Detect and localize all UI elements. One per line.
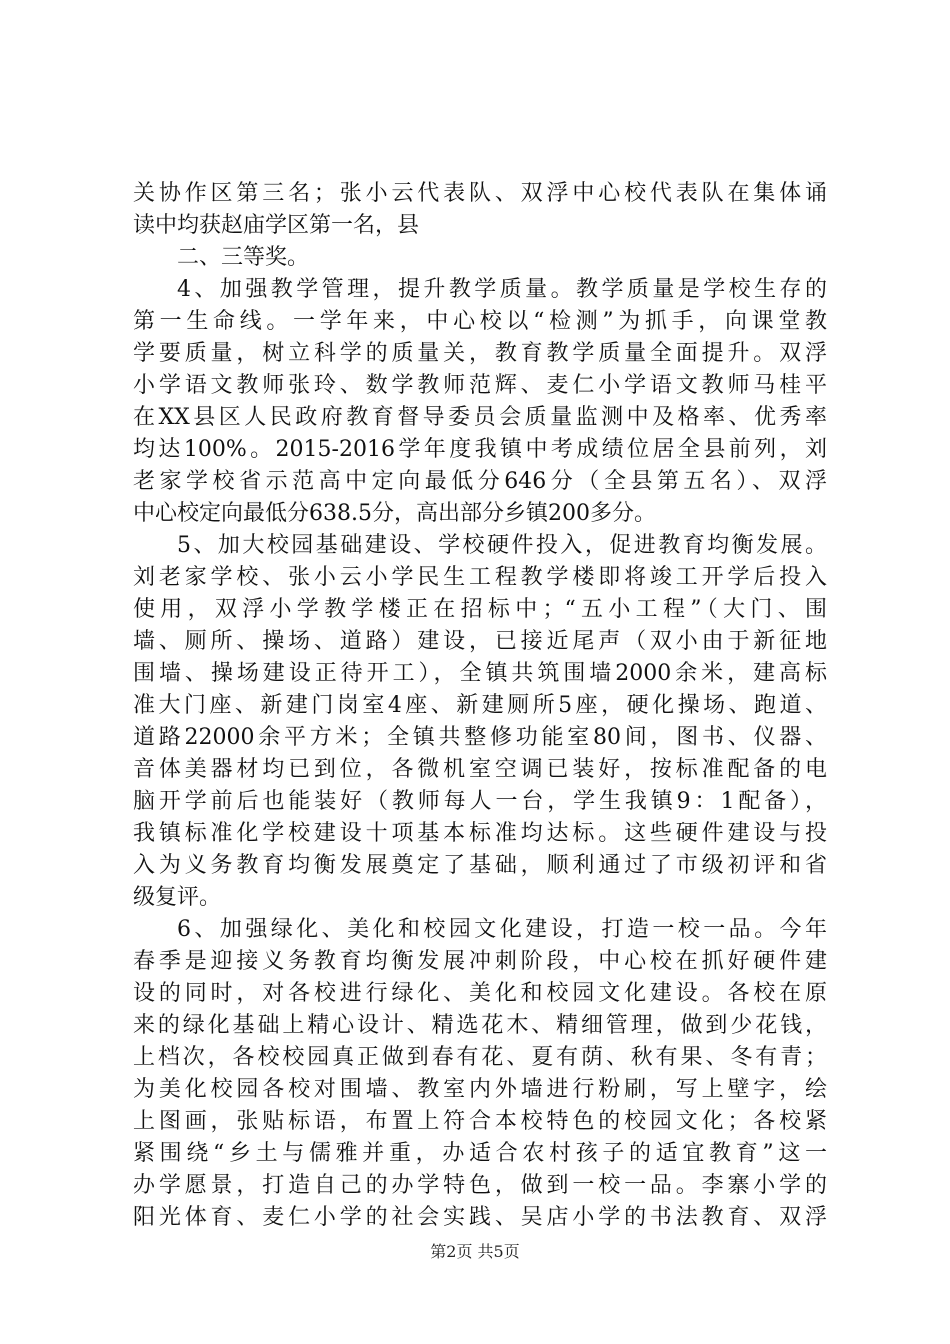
text-line: 我镇标准化学校建设十项基本标准均达标。这些硬件建设与投 [133,821,827,846]
text-line: 级复评。 [133,885,222,910]
text-line: 春季是迎接义务教育均衡发展冲刺阶段，中心校在抓好硬件建 [133,949,827,974]
text-line: 老家学校省示范高中定向最低分646分（全县第五名）、双浮 [133,469,827,494]
text-line: 均达100%。2015-2016学年度我镇中考成绩位居全县前列，刘 [133,437,827,462]
text-line: 学要质量，树立科学的质量关，教育教学质量全面提升。双浮 [133,341,827,366]
text-line: 设的同时，对各校进行绿化、美化和校园文化建设。各校在原 [133,981,827,1006]
text-line: 阳光体育、麦仁小学的社会实践、吴店小学的书法教育、双浮 [133,1205,827,1230]
text-line: 入为义务教育均衡发展奠定了基础，顺利通过了市级初评和省 [133,853,827,878]
text-line: 脑开学前后也能装好（教师每人一台，学生我镇9：1配备）， [133,789,827,814]
text-line: 中心校定向最低分638.5分，高出部分乡镇200多分。 [133,501,656,526]
paragraph-continuation [133,178,827,242]
page-number-footer: 第2页 共5页 [430,1242,520,1261]
text-line: 关协作区第三名；张小云代表队、双浮中心校代表队在集体诵 [133,181,827,206]
text-line: 4、加强教学管理，提升教学质量。教学质量是学校生存的 [177,277,827,302]
text-line: 道路22000余平方米；全镇共整修功能室80间，图书、仪器、 [133,725,827,750]
text-line: 为美化校园各校对围墙、教室内外墙进行粉刷，写上壁字，绘 [133,1077,827,1102]
text-line: 二、三等奖。 [177,245,310,270]
text-line: 墙、厕所、操场、道路）建设，已接近尾声（双小由于新征地 [133,629,827,654]
text-line: 在XX县区人民政府教育督导委员会质量监测中及格率、优秀率 [133,405,827,430]
text-line: 来的绿化基础上精心设计、精选花木、精细管理，做到少花钱， [133,1013,827,1038]
text-line: 5、加大校园基础建设、学校硬件投入，促进教育均衡发展。 [177,533,827,558]
text-line: 上图画，张贴标语，布置上符合本校特色的校园文化；各校紧 [133,1109,827,1134]
text-line: 准大门座、新建门岗室4座、新建厕所5座，硬化操场、跑道、 [133,693,827,718]
text-line: 刘老家学校、张小云小学民生工程教学楼即将竣工开学后投入 [133,565,827,590]
paragraph-award [133,242,827,274]
paragraph-section-5 [133,530,827,914]
text-line: 6、加强绿化、美化和校园文化建设，打造一校一品。今年 [177,917,827,942]
text-line: 使用，双浮小学教学楼正在招标中；“五小工程”（大门、围 [133,597,827,622]
paragraph-section-6 [133,914,827,1234]
text-line: 第一生命线。一学年来，中心校以“检测”为抓手，向课堂教 [133,309,827,334]
text-line: 办学愿景，打造自己的办学特色，做到一校一品。李寨小学的 [133,1173,827,1198]
text-line: 紧围绕“乡土与儒雅并重，办适合农村孩子的适宜教育”这一 [133,1141,827,1166]
text-line: 读中均获赵庙学区第一名，县 [133,213,420,238]
paragraph-section-4 [133,274,827,530]
text-line: 音体美器材均已到位，各微机室空调已装好，按标准配备的电 [133,757,827,782]
document-body [133,178,827,1234]
text-line: 围墙、操场建设正待开工），全镇共筑围墙2000余米，建高标 [133,661,827,686]
text-line: 小学语文教师张玲、数学教师范辉、麦仁小学语文教师马桂平 [133,373,827,398]
text-line: 上档次，各校校园真正做到春有花、夏有荫、秋有果、冬有青； [133,1045,827,1070]
